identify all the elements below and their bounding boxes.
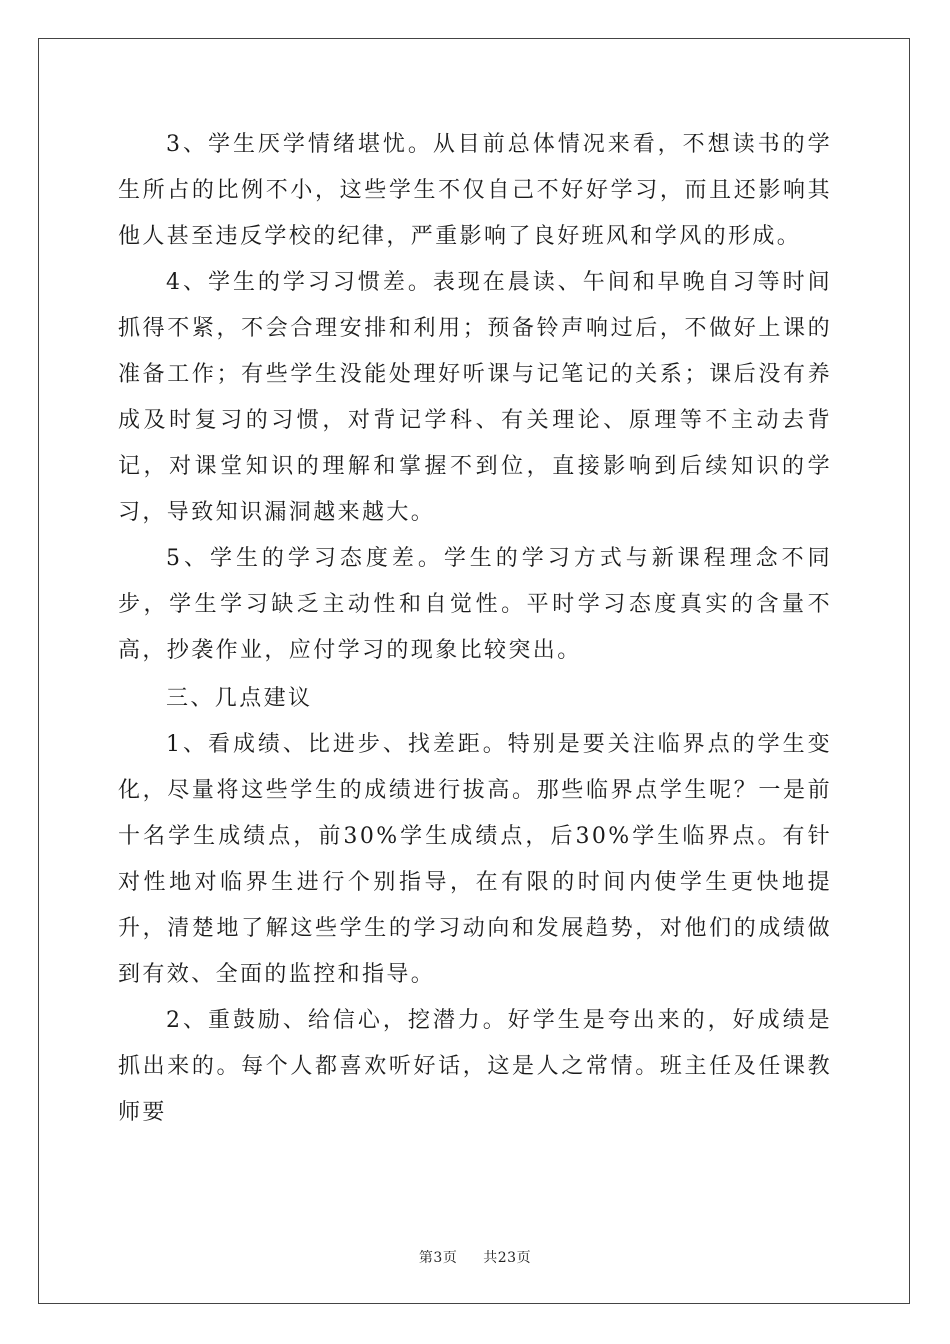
document-body [118,122,832,1136]
page-number-total: 共23页 [483,1250,532,1266]
section-heading-suggestions: 三、几点建议 [166,686,313,711]
paragraph-suggestion-1: 1、看成绩、比进步、找差距。特别是要关注临界点的学生变化，尽量将这些学生的成绩进行拔高。那些临界点学生呢？一是前十名学生成绩点，前30%学生成绩点，后30%学生临界点。有针对性地对临界生进行个别指导，在有限的时间内使学生更快地提升，清楚地了解这些学生的学习动向和发展趋势，对他们的成绩做到有效、全面的监控和指导。 [118,732,832,987]
paragraph-point-4: 4、学生的学习习惯差。表现在晨读、午间和早晚自习等时间抓得不紧，不会合理安排和利用；预备铃声响过后，不做好上课的准备工作；有些学生没能处理好听课与记笔记的关系；课后没有养成及时复习的习惯，对背记学科、有关理论、原理等不主动去背记，对课堂知识的理解和掌握不到位，直接影响到后续知识的学习，导致知识漏洞越来越大。 [118,270,832,525]
page-footer [0,1247,950,1267]
paragraph-suggestion-2: 2、重鼓励、给信心，挖潜力。好学生是夸出来的，好成绩是抓出来的。每个人都喜欢听好话，这是人之常情。班主任及任课教师要 [118,1008,832,1125]
page-number-current: 第3页 [418,1250,458,1266]
paragraph-point-3: 3、学生厌学情绪堪忧。从目前总体情况来看，不想读书的学生所占的比例不小，这些学生不仅自己不好好学习，而且还影响其他人甚至违反学校的纪律，严重影响了良好班风和学风的形成。 [118,132,832,249]
paragraph-point-5: 5、学生的学习态度差。学生的学习方式与新课程理念不同步，学生学习缺乏主动性和自觉性。平时学习态度真实的含量不高，抄袭作业，应付学习的现象比较突出。 [118,546,832,663]
